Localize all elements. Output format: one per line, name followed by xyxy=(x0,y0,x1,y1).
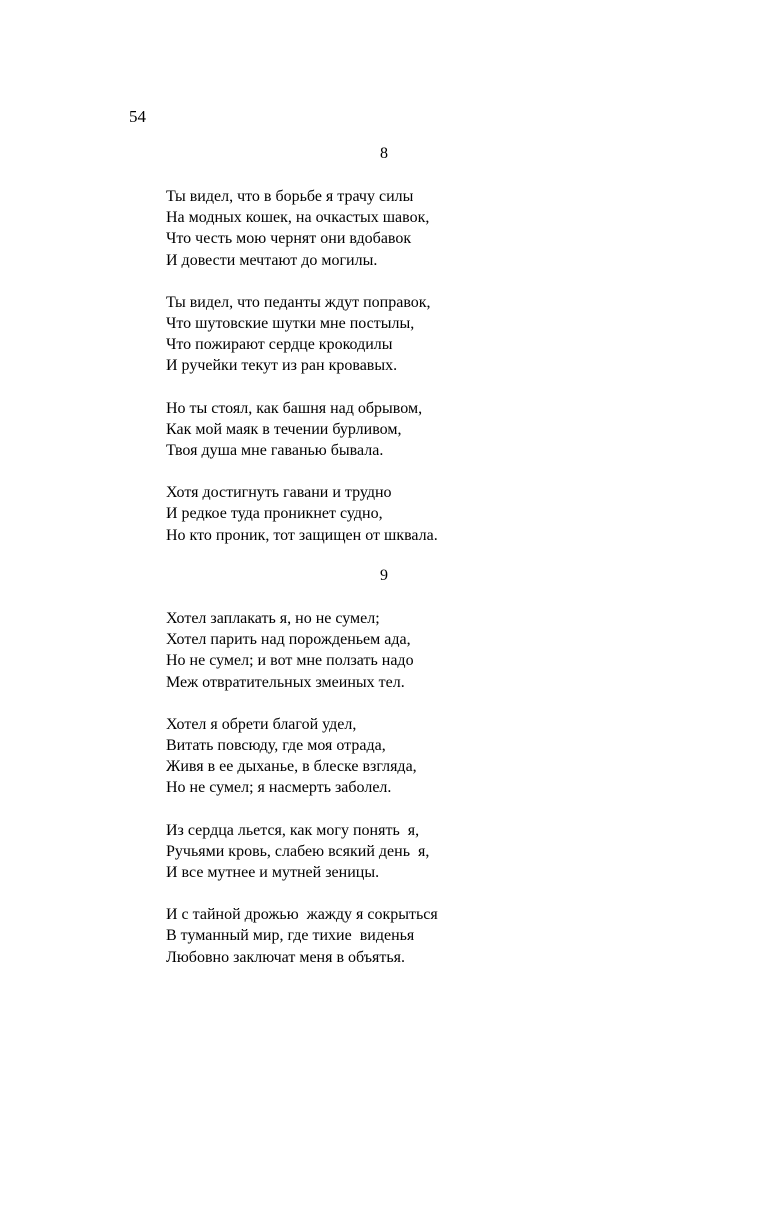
verse-line: И ручейки текут из ран кровавых. xyxy=(166,357,398,375)
verse-line: Меж отвратительных змеиных тел. xyxy=(166,673,405,691)
verse-line: И все мутнее и мутней зеницы. xyxy=(166,864,380,882)
verse-line: Любовно заключат меня в объятья. xyxy=(166,948,406,966)
stanza xyxy=(166,608,726,693)
verse-line: Твоя душа мне гаванью бывала. xyxy=(166,442,384,460)
verse-line: Но кто проник, тот защищен от шквала. xyxy=(166,526,438,544)
verse-line: И редкое туда проникнет судно, xyxy=(166,505,383,523)
verse-line: Что пожирают сердце крокодилы xyxy=(166,336,393,354)
verse-line: И довести мечтают до могилы. xyxy=(166,251,378,269)
verse-line: Ручьями кровь, слабею всякий день я, xyxy=(166,842,430,860)
page-number: 54 xyxy=(129,107,146,126)
verse-line: Что честь мою чернят они вдобавок xyxy=(166,230,412,248)
verse-line: И с тайной дрожью жажду я сокрыться xyxy=(166,906,438,924)
sonnet-body xyxy=(166,186,726,567)
stanza xyxy=(166,714,726,799)
sonnet-number: 8 xyxy=(380,145,388,162)
verse-line: На модных кошек, на очкастых шавок, xyxy=(166,209,430,227)
stanza xyxy=(166,904,726,968)
verse-line: Из сердца льется, как могу понять я, xyxy=(166,821,420,839)
verse-line: Как мой маяк в течении бурливом, xyxy=(166,420,402,438)
verse-line: Хотел я обрети благой удел, xyxy=(166,715,357,733)
stanza xyxy=(166,398,726,462)
verse-line: Хотел парить над порожденьем ада, xyxy=(166,631,411,649)
verse-line: Витать повсюду, где моя отрада, xyxy=(166,737,386,755)
stanza xyxy=(166,292,726,377)
stanza xyxy=(166,186,726,271)
verse-line: Но не сумел; я насмерть заболел. xyxy=(166,779,392,797)
verse-line: Ты видел, что в борьбе я трачу силы xyxy=(166,188,414,205)
sonnet-number: 9 xyxy=(380,567,388,584)
sonnet-body xyxy=(166,608,726,989)
verse-line: Но ты стоял, как башня над обрывом, xyxy=(166,399,423,417)
verse-line: Что шутовские шутки мне постылы, xyxy=(166,315,415,333)
verse-line: В туманный мир, где тихие виденья xyxy=(166,927,415,945)
verse-line: Но не сумел; и вот мне ползать надо xyxy=(166,652,414,670)
stanza xyxy=(166,482,726,546)
verse-line: Живя в ее дыханье, в блеске взгляда, xyxy=(166,758,417,776)
stanza xyxy=(166,820,726,884)
verse-line: Ты видел, что педанты ждут поправок, xyxy=(166,293,431,311)
verse-line: Хотя достигнуть гавани и трудно xyxy=(166,484,392,502)
verse-line: Хотел заплакать я, но не сумел; xyxy=(166,610,380,627)
